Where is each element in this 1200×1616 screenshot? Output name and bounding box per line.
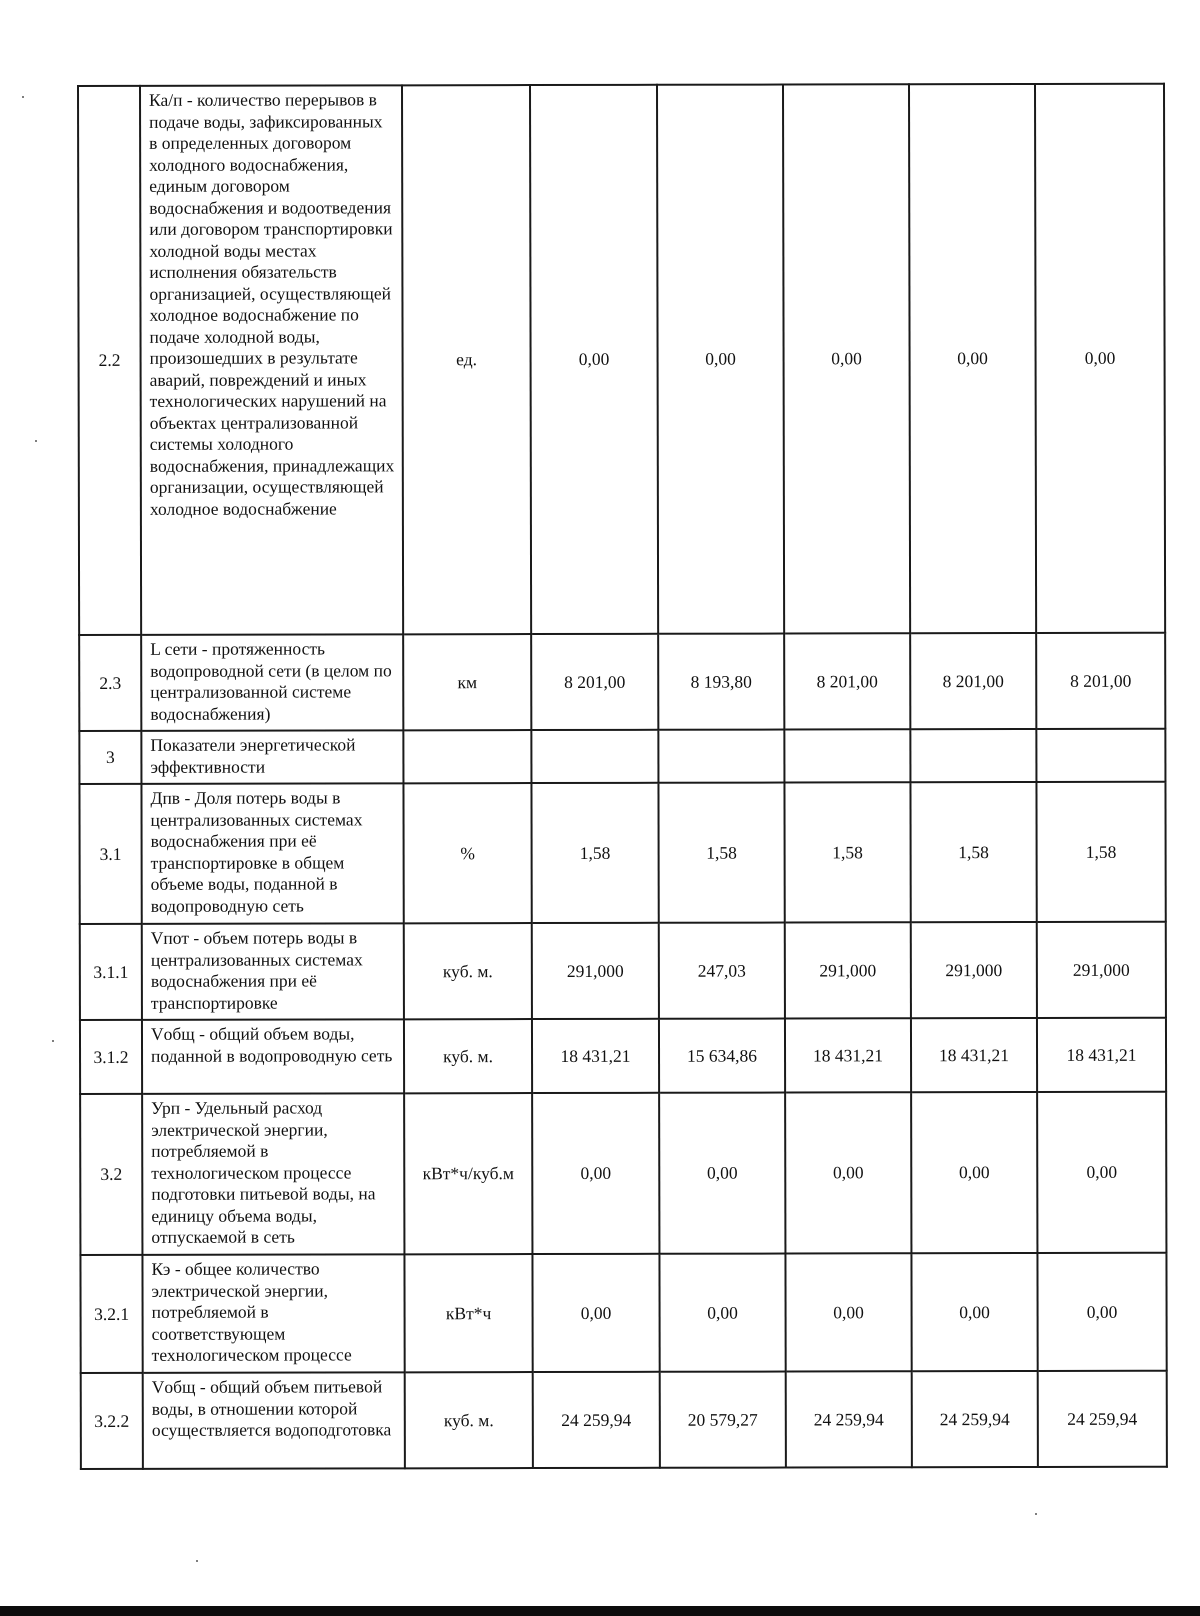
row-number: 3.2.2 [81,1373,143,1469]
row-number: 3 [79,731,141,784]
value-cell: 1,58 [658,783,784,923]
row-number: 3.2 [80,1094,142,1255]
scan-speck [196,1560,198,1562]
value-cell: 1,58 [784,782,910,922]
indicator-name: L сети - протяженность водопроводной сети (в целом по централизованной системе водоснабжения) [141,634,403,731]
table-row [78,84,1165,635]
indicator-name: Ка/п - количество перерывов в подаче воды, зафиксированных в определенных договором холодного водоснабжения, единым договором водоснабжения и водоотведения или договором транспортировки холодной воды местах исполнения обязательств организацией, осуществляющей холодное водоснабжение по подаче холодной воды, произошедших в результате аварий, повреждений и иных технологических нарушений на объектах централизованной системы холодного водоснабжения, принадлежащих организации, осуществляющей холодное водоснабжение [140,85,403,635]
value-cell [531,730,658,783]
value-cell: 0,00 [657,85,784,634]
value-cell [658,730,784,783]
row-number: 3.1 [79,784,141,924]
value-cell: 18 431,21 [911,1018,1037,1092]
indicator-name: Vобщ - общий объем воды, поданной в водопроводную сеть [142,1019,404,1094]
indicators-table [77,83,1168,1470]
value-cell: 8 193,80 [658,634,784,730]
row-number: 2.3 [79,635,141,731]
indicator-name: Кэ - общее количество электрической энергии, потребляемой в соответствующем технологическом процессе [142,1254,404,1373]
unit-cell: куб. м. [404,1019,532,1093]
value-cell: 1,58 [910,782,1036,922]
value-cell: 0,00 [1037,1253,1166,1371]
indicator-name: Vпот - объем потерь воды в централизованных системах водоснабжения при её транспортировке [142,923,404,1020]
value-cell: 15 634,86 [659,1019,785,1093]
table-row [79,782,1165,924]
table-row [81,1371,1167,1469]
value-cell: 0,00 [785,1092,911,1253]
indicator-name: Урп - Удельный расход электрической энергии, потребляемой в технологическом процессе подготовки питьевой воды, на единицу объема воды, отпускаемой в сеть [142,1093,404,1255]
value-cell: 0,00 [785,1253,911,1371]
row-number: 3.1.2 [80,1020,142,1094]
row-number: 3.1.1 [80,924,142,1020]
value-cell: 0,00 [530,85,658,634]
value-cell: 8 201,00 [910,633,1036,729]
value-cell [910,729,1036,782]
row-number: 3.2.1 [80,1255,142,1373]
value-cell: 8 201,00 [531,634,658,730]
scan-speck [1035,1513,1037,1515]
table-row [80,922,1166,1020]
table-row [80,1253,1166,1373]
value-cell: 291,000 [1037,922,1166,1018]
unit-cell: км [403,634,531,730]
indicator-name: Показатели энергетической эффективности [141,730,403,784]
value-cell: 0,00 [659,1254,785,1372]
value-cell: 8 201,00 [784,633,910,729]
value-cell [784,729,910,782]
value-cell: 18 431,21 [785,1018,911,1092]
value-cell: 247,03 [659,923,785,1019]
value-cell: 0,00 [1037,1092,1166,1253]
value-cell: 20 579,27 [660,1372,786,1468]
unit-cell: кВт*ч/куб.м [404,1093,532,1254]
value-cell: 0,00 [532,1254,659,1372]
value-cell: 291,000 [532,923,659,1019]
value-cell: 291,000 [911,922,1037,1018]
value-cell: 0,00 [783,84,910,633]
value-cell: 24 259,94 [533,1372,660,1468]
indicator-name: Vобщ - общий объем питьевой воды, в отношении которой осуществляется водоподготовка [143,1372,405,1469]
value-cell: 8 201,00 [1036,633,1165,729]
unit-cell: % [403,783,531,923]
value-cell: 0,00 [911,1092,1037,1253]
unit-cell: ед. [402,85,531,634]
scan-bottom-edge [0,1606,1200,1616]
value-cell: 24 259,94 [912,1371,1038,1467]
unit-cell: куб. м. [404,923,532,1019]
table-body [78,84,1167,1469]
table-row [80,1018,1166,1094]
scan-speck [22,96,24,98]
table-row [79,729,1165,784]
unit-cell: кВт*ч [404,1254,532,1372]
value-cell: 1,58 [531,783,658,923]
value-cell: 24 259,94 [1038,1371,1167,1467]
indicator-name: Дпв - Доля потерь воды в централизованных системах водоснабжения при её транспортировке в общем объеме воды, поданной в водопроводную сеть [141,783,403,924]
value-cell: 0,00 [659,1093,785,1254]
scan-speck [52,1040,54,1042]
value-cell: 1,58 [1036,782,1165,922]
value-cell: 18 431,21 [1037,1018,1166,1092]
value-cell: 0,00 [1035,84,1165,633]
value-cell: 0,00 [911,1253,1037,1371]
row-number: 2.2 [78,86,141,635]
value-cell [1036,729,1165,782]
table-row [79,633,1165,731]
value-cell: 24 259,94 [786,1371,912,1467]
table-row [80,1092,1166,1255]
unit-cell [403,730,531,783]
unit-cell: куб. м. [405,1372,533,1468]
value-cell: 18 431,21 [532,1019,659,1093]
value-cell: 0,00 [909,84,1036,633]
scan-speck [35,440,37,442]
value-cell: 0,00 [532,1093,659,1254]
value-cell: 291,000 [785,922,911,1018]
